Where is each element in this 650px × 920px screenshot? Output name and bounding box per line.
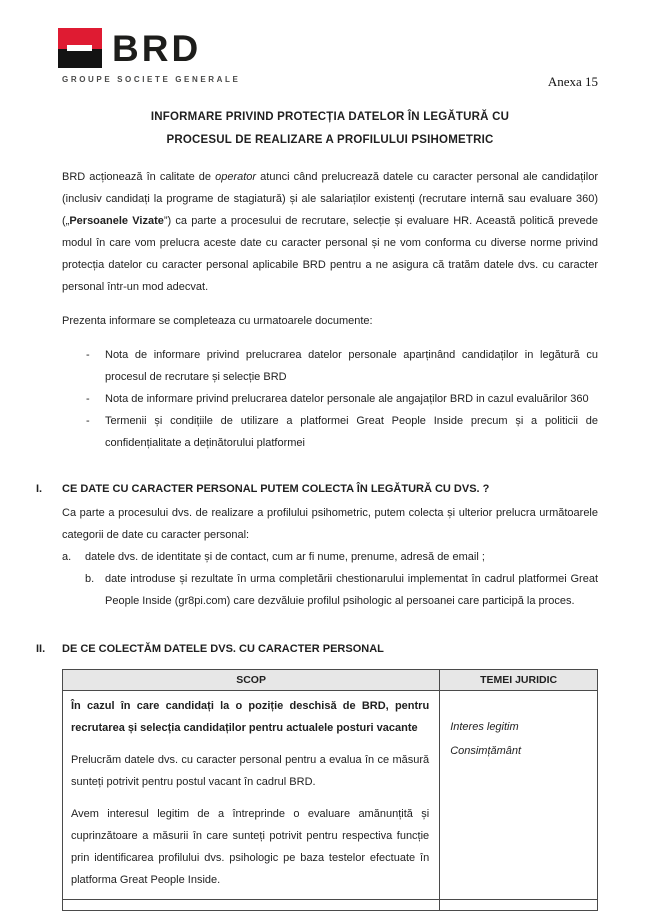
section-1-heading-text: CE DATE CU CARACTER PERSONAL PUTEM COLECTA ÎN LEGĂTURĂ CU DVS. ? (62, 483, 490, 495)
empty-cell (63, 900, 440, 911)
scop-paragraph-1: Prelucrăm datele dvs. cu caracter personal pentru a evalua în ce măsură sunteți potrivit pentru postul vacant în cadrul BRD. (71, 754, 430, 788)
dash-bullet: - (86, 349, 90, 361)
section-1-number: I. (36, 483, 43, 495)
section-2-heading-text: DE CE COLECTĂM DATELE DVS. CU CARACTER PERSONAL (62, 643, 384, 655)
list-item (62, 546, 598, 568)
section-1-body (62, 502, 598, 612)
temei-juridic-cell (440, 691, 598, 900)
scop-paragraph-2: Avem interesul legitim de a întreprinde o evaluare amănunțită și cuprinzătoare a măsurii în care sunteți potrivit pentru respectiva funcție prin identificarea profilului dvs. psihologic pe baza testelor efectuate în platforma Great People Inside. (71, 808, 430, 886)
logo-wordmark: BRD (112, 27, 202, 69)
brd-logo (58, 28, 598, 68)
table-row-empty (63, 900, 598, 911)
intro-seg-persoanele-vizate: Persoanele Vizate (69, 215, 164, 227)
item-marker: a. (62, 551, 72, 563)
list-item (62, 388, 598, 410)
document-header (62, 27, 598, 89)
scop-bold-text: În cazul în care candidați la o poziție deschisă de BRD, pentru recrutarea și selecția candidaților pentru actualele posturi vacante (71, 700, 430, 734)
list-item-text: Nota de informare privind prelucrarea datelor personale ale angajaților BRD in cazul evaluărilor 360 (105, 393, 589, 405)
title-line-1: INFORMARE PRIVIND PROTECȚIA DATELOR ÎN LEGĂTURĂ CU (150, 111, 510, 123)
document-title (62, 106, 598, 152)
table-row (63, 691, 598, 900)
section-1-items (62, 546, 598, 612)
intro-paragraph-2: Prezenta informare se completeaza cu urmatoarele documente: (62, 315, 373, 327)
list-item-text: Nota de informare privind prelucrarea datelor personale aparținând candidaților in legătură cu procesul de recrutare și selecție BRD (105, 349, 598, 383)
table-header-row (63, 670, 598, 691)
purpose-legal-basis-table (62, 669, 598, 911)
brd-logo-icon (58, 28, 102, 68)
list-item (62, 568, 598, 612)
scop-cell (63, 691, 440, 900)
related-documents-list (62, 344, 598, 454)
column-header-temei-juridic: TEMEI JURIDIC (440, 670, 598, 691)
title-line-2: PROCESUL DE REALIZARE A PROFILULUI PSIHOMETRIC (166, 134, 494, 146)
list-item (62, 410, 598, 454)
legal-basis-item: Interes legitim (450, 721, 519, 733)
empty-cell (440, 900, 598, 911)
list-item-text: date introduse și rezultate în urma completării chestionarului implementat în cadrul platformei Great People Inside (gr8pi.com) care dezvăluie profilul psihologic al persoanei care participă la proces. (105, 573, 598, 607)
column-header-scop: SCOP (63, 670, 440, 691)
logo-subtitle: GROUPE SOCIETE GENERALE (62, 75, 241, 84)
item-marker: b. (85, 573, 95, 585)
logo-black-square (58, 49, 102, 68)
annex-label: Anexa 15 (547, 74, 598, 89)
logo-white-bar (67, 45, 92, 51)
legal-basis-item: Consimțământ (450, 745, 522, 757)
section-2-number: II. (36, 643, 46, 655)
list-item-text: Termenii și condițiile de utilizare a platformei Great People Inside precum și a politicii de confidențialitate a deținătorului platformei (105, 415, 598, 449)
intro-seg-1: BRD acționează în calitate de (62, 171, 216, 183)
section-1-intro: Ca parte a procesului dvs. de realizare a profilului psihometric, putem colecta și ulterior prelucra următoarele categorii de date cu caracter personal: (62, 507, 598, 541)
intro-paragraph (62, 166, 598, 298)
list-item (62, 344, 598, 388)
list-item-text: datele dvs. de identitate și de contact, cum ar fi nume, prenume, adresă de email ; (85, 551, 485, 563)
section-1-heading (36, 478, 598, 500)
section-2-heading (36, 638, 598, 660)
intro-seg-2: atunci când prelucrează datele cu caracter personal ale candidaților (inclusiv candidați la programe de stagiatură) și ale salariaților existenți (recrutare internă sau evaluare 360) („ (62, 171, 598, 227)
intro-seg-3: ”) ca parte a procesului de recrutare, selecție și evaluare HR. Această politică prevede modul în care vom prelucra aceste date cu caracter personal și ne vom conforma cu diverse norme privind protecția datelor cu caracter personal aplicabile BRD pentru a ne asigura că tratăm datele dvs. cu caracter personal într-un mod adecvat. (62, 215, 598, 293)
dash-bullet: - (86, 393, 90, 405)
intro-seg-operator: operator (215, 171, 257, 183)
dash-bullet: - (86, 415, 90, 427)
